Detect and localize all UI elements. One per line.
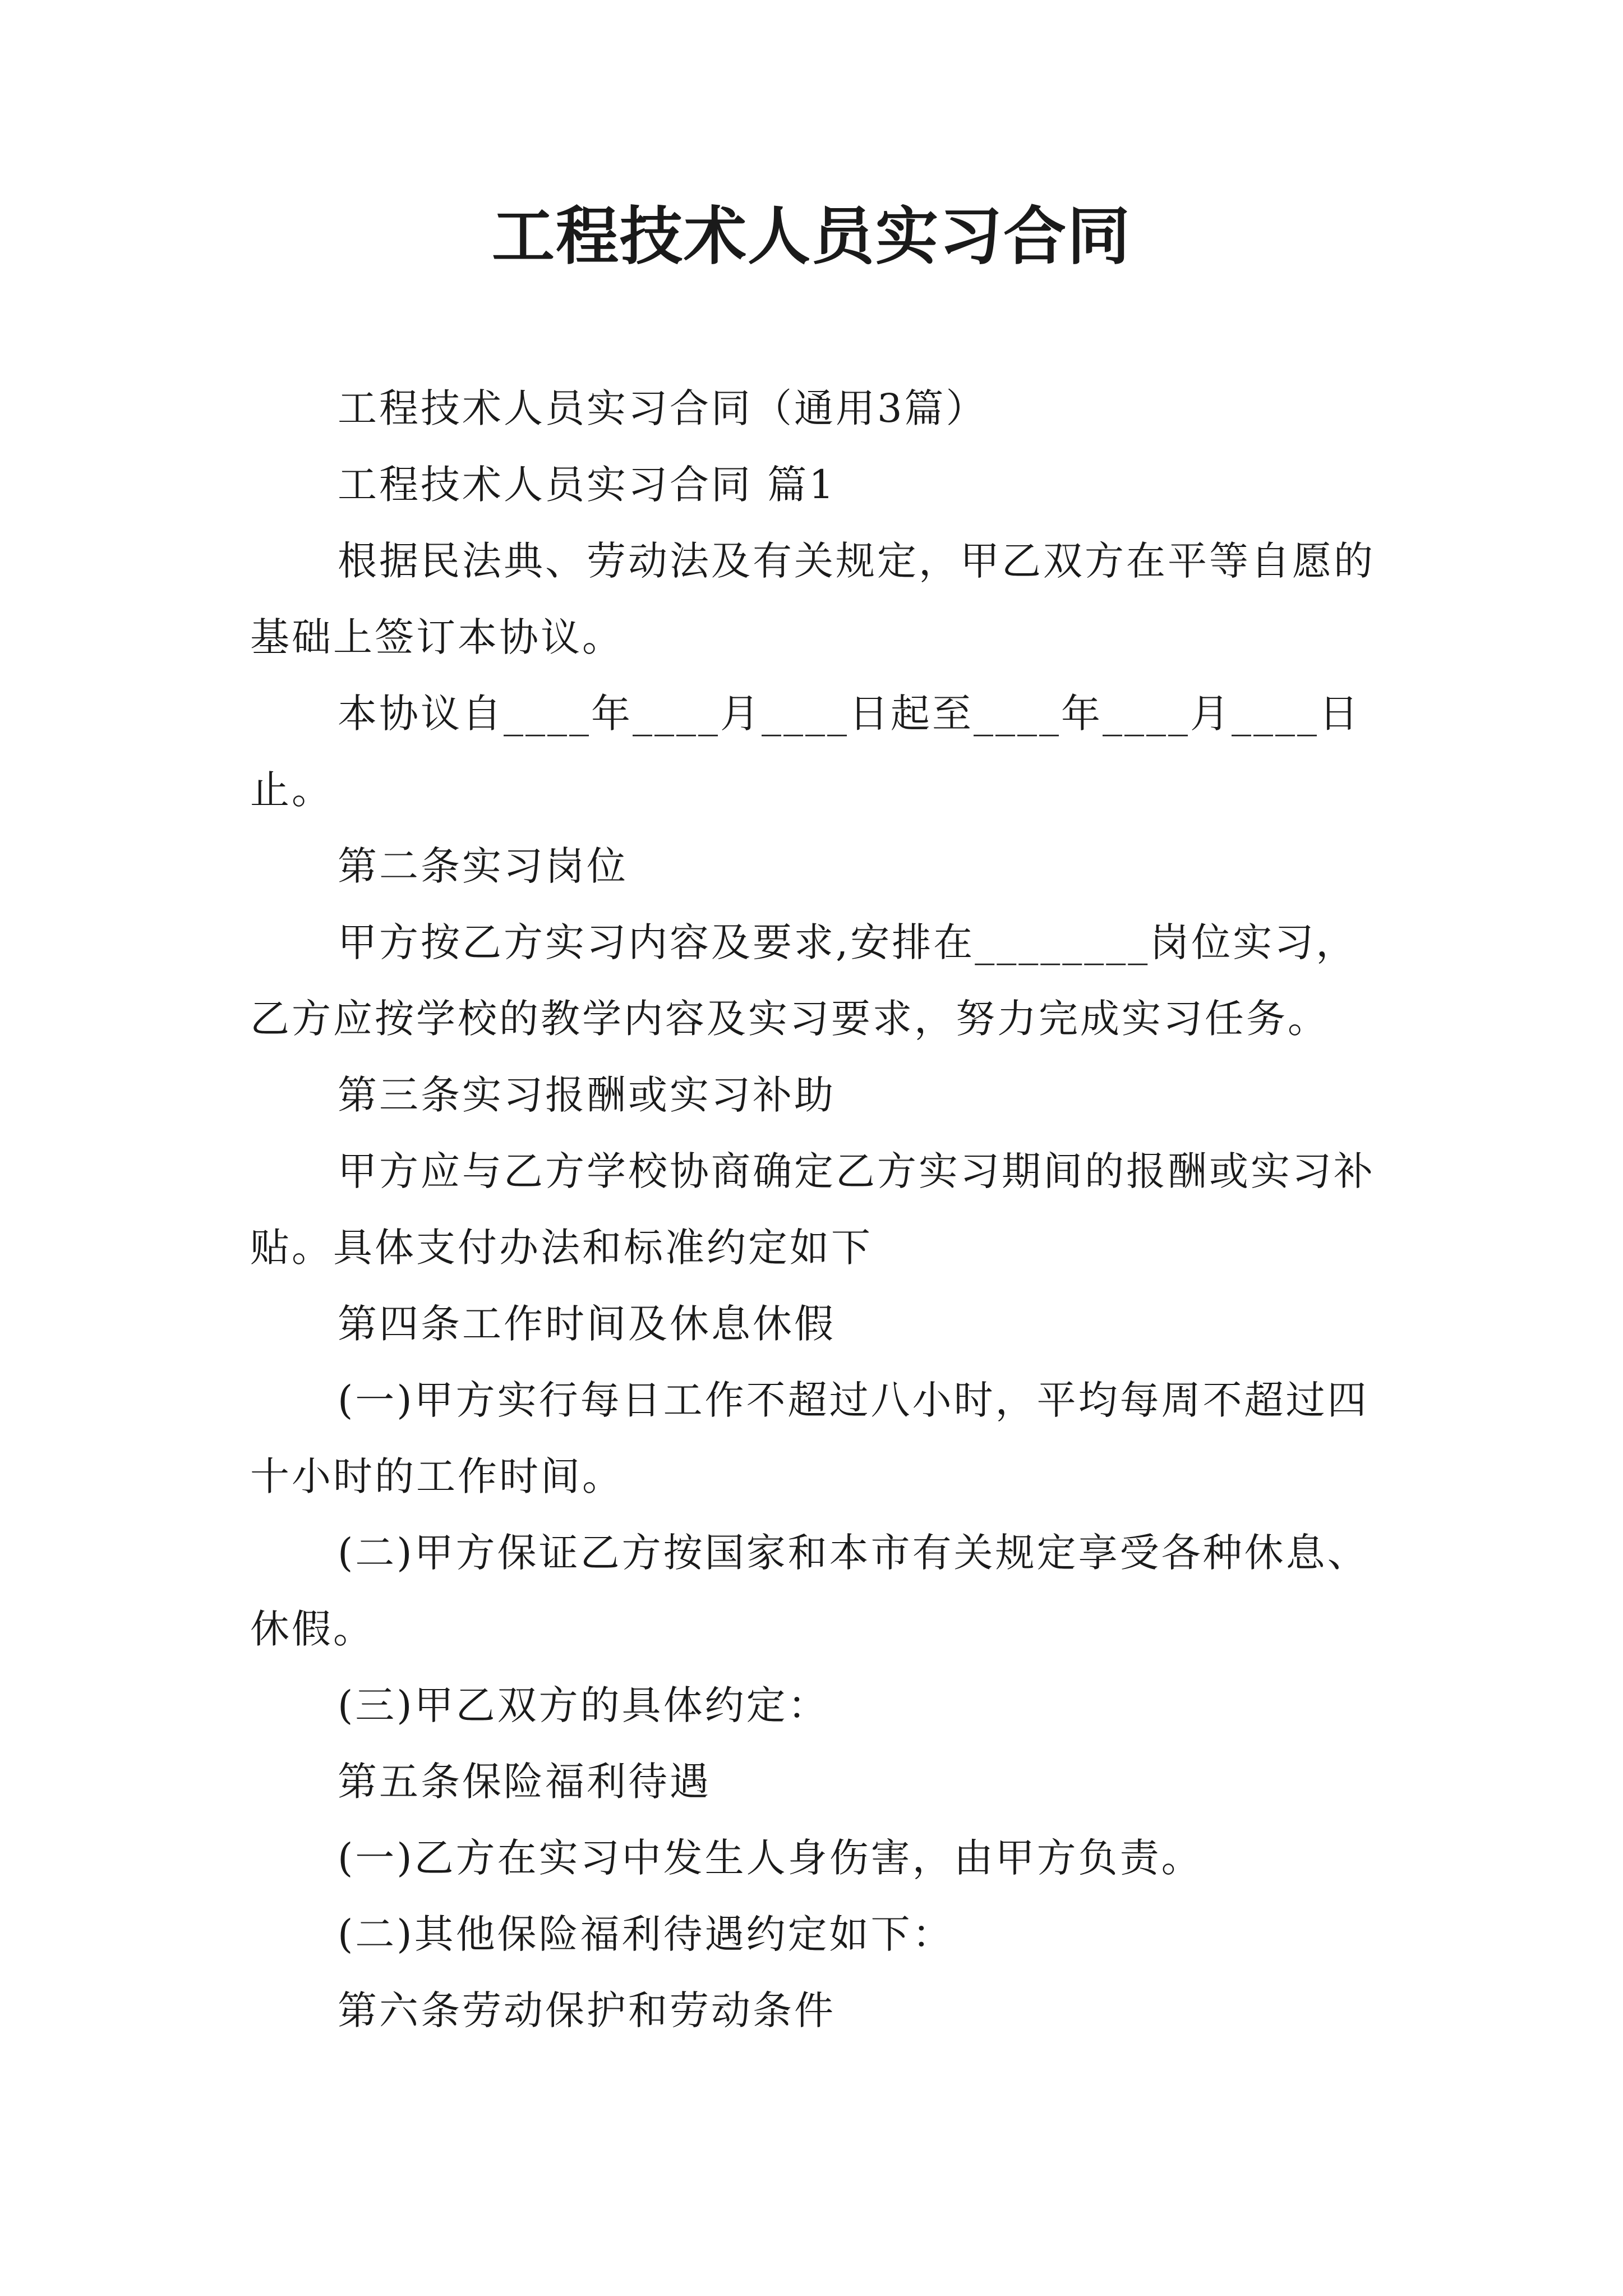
paragraph-specific-agreement: (三)甲乙双方的具体约定： — [338, 1682, 829, 1728]
paragraph-other-benefits: (二)其他保险福利待遇约定如下： — [338, 1911, 954, 1957]
article-heading-6: 第六条劳动保护和劳动条件 — [338, 1987, 836, 2033]
article-heading-3: 第三条实习报酬或实习补助 — [338, 1072, 836, 1118]
paragraph-position: 甲方按乙方实习内容及要求,安排在________岗位实习，乙方应按学校的教学内容及实习要求，努力完成实习任务。 — [250, 919, 1358, 1042]
paragraph-subtitle: 工程技术人员实习合同（通用3篇） — [338, 385, 988, 431]
paragraph-preamble: 根据民法典、劳动法及有关规定，甲乙双方在平等自愿的基础上签订本协议。 — [250, 538, 1375, 660]
paragraph-compensation: 甲方应与乙方学校协商确定乙方实习期间的报酬或实习补贴。具体支付办法和标准约定如下 — [250, 1148, 1375, 1271]
article-heading-5: 第五条保险福利待遇 — [338, 1759, 711, 1805]
document-title: 工程技术人员实习合同 — [492, 200, 1131, 273]
document-body — [250, 370, 1391, 2049]
paragraph-injury: (一)乙方在实习中发生人身伤害，由甲方负责。 — [338, 1835, 1203, 1881]
paragraph-term: 本协议自____年____月____日起至____年____月____日止。 — [250, 691, 1361, 813]
paragraph-section-heading: 工程技术人员实习合同 篇1 — [338, 462, 836, 508]
article-heading-4: 第四条工作时间及休息休假 — [338, 1301, 836, 1347]
paragraph-working-hours: (一)甲方实行每日工作不超过八小时，平均每周不超过四十小时的工作时间。 — [250, 1377, 1369, 1499]
article-heading-2: 第二条实习岗位 — [338, 843, 628, 889]
paragraph-rest-leave: (二)甲方保证乙方按国家和本市有关规定享受各种休息、休假。 — [250, 1530, 1369, 1652]
